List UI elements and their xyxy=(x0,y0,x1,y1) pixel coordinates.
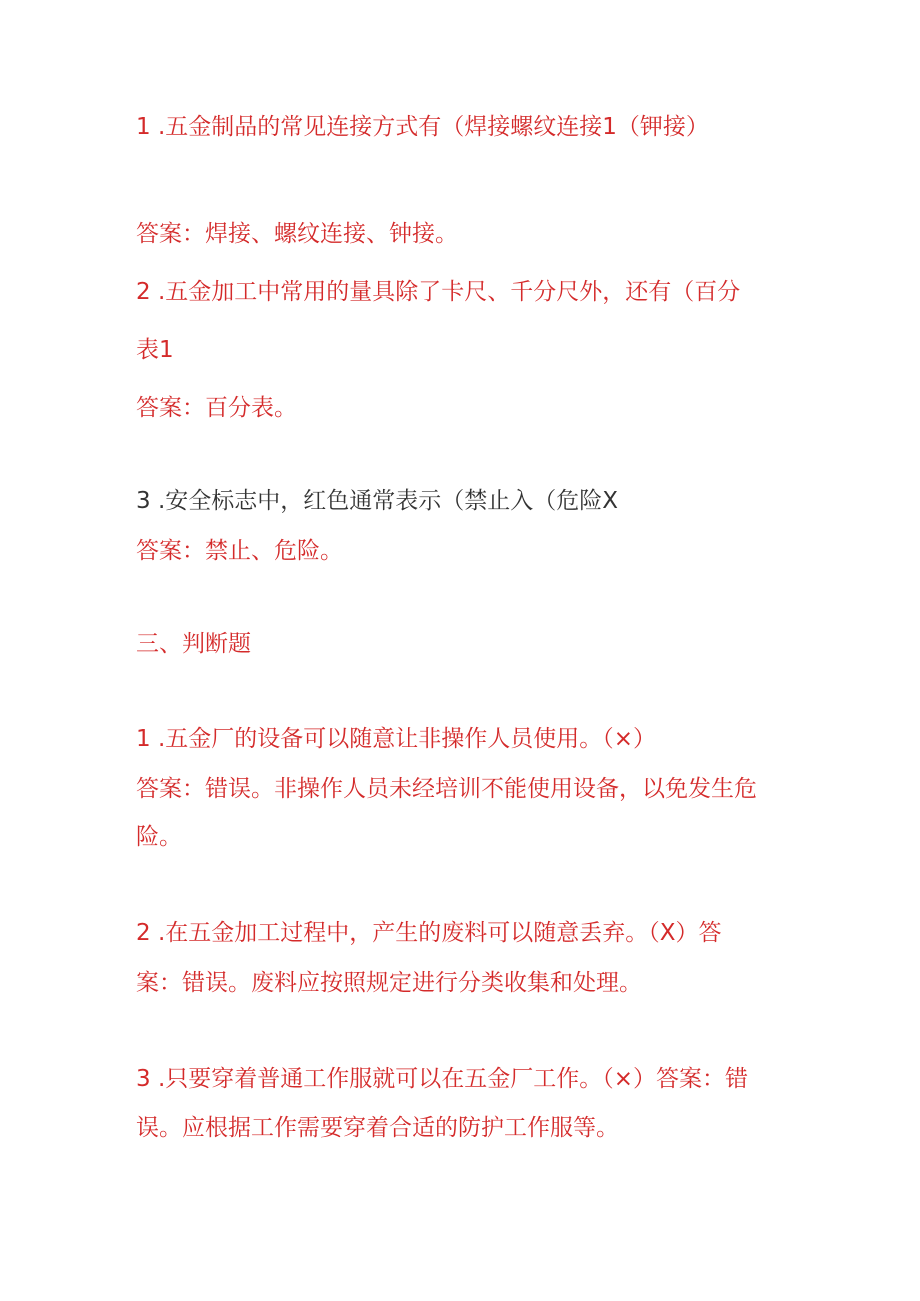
fill-answer-2: 答案：百分表。 xyxy=(136,395,297,421)
judge-question-3-line1: 3 .只要穿着普通工作服就可以在五金厂工作。（×）答案：错 xyxy=(136,1066,749,1092)
judge-question-2-line2: 案：错误。废料应按照规定进行分类收集和处理。 xyxy=(136,970,642,996)
fill-question-1: 1 .五金制品的常见连接方式有（焊接螺纹连接1（钾接） xyxy=(136,114,709,140)
judge-question-2-line1: 2 .在五金加工过程中，产生的废料可以随意丢弃。（X）答 xyxy=(136,920,722,946)
judge-question-3-line2: 误。应根据工作需要穿着合适的防护工作服等。 xyxy=(136,1115,619,1141)
fill-question-3: 3 .安全标志中，红色通常表示（禁止入（危险X xyxy=(136,488,619,514)
judge-answer-1-line1: 答案：错误。非操作人员未经培训不能使用设备，以免发生危 xyxy=(136,776,757,802)
fill-question-2-line2: 表1 xyxy=(136,337,174,363)
fill-answer-3: 答案：禁止、危险。 xyxy=(136,538,343,564)
fill-question-2-line1: 2 .五金加工中常用的量具除了卡尺、千分尺外，还有（百分 xyxy=(136,279,741,305)
fill-answer-1: 答案：焊接、螺纹连接、钟接。 xyxy=(136,221,458,247)
section-heading-judgement: 三、判断题 xyxy=(136,631,251,657)
judge-answer-1-line2: 险。 xyxy=(136,824,182,850)
judge-question-1: 1 .五金厂的设备可以随意让非操作人员使用。（×） xyxy=(136,726,657,752)
